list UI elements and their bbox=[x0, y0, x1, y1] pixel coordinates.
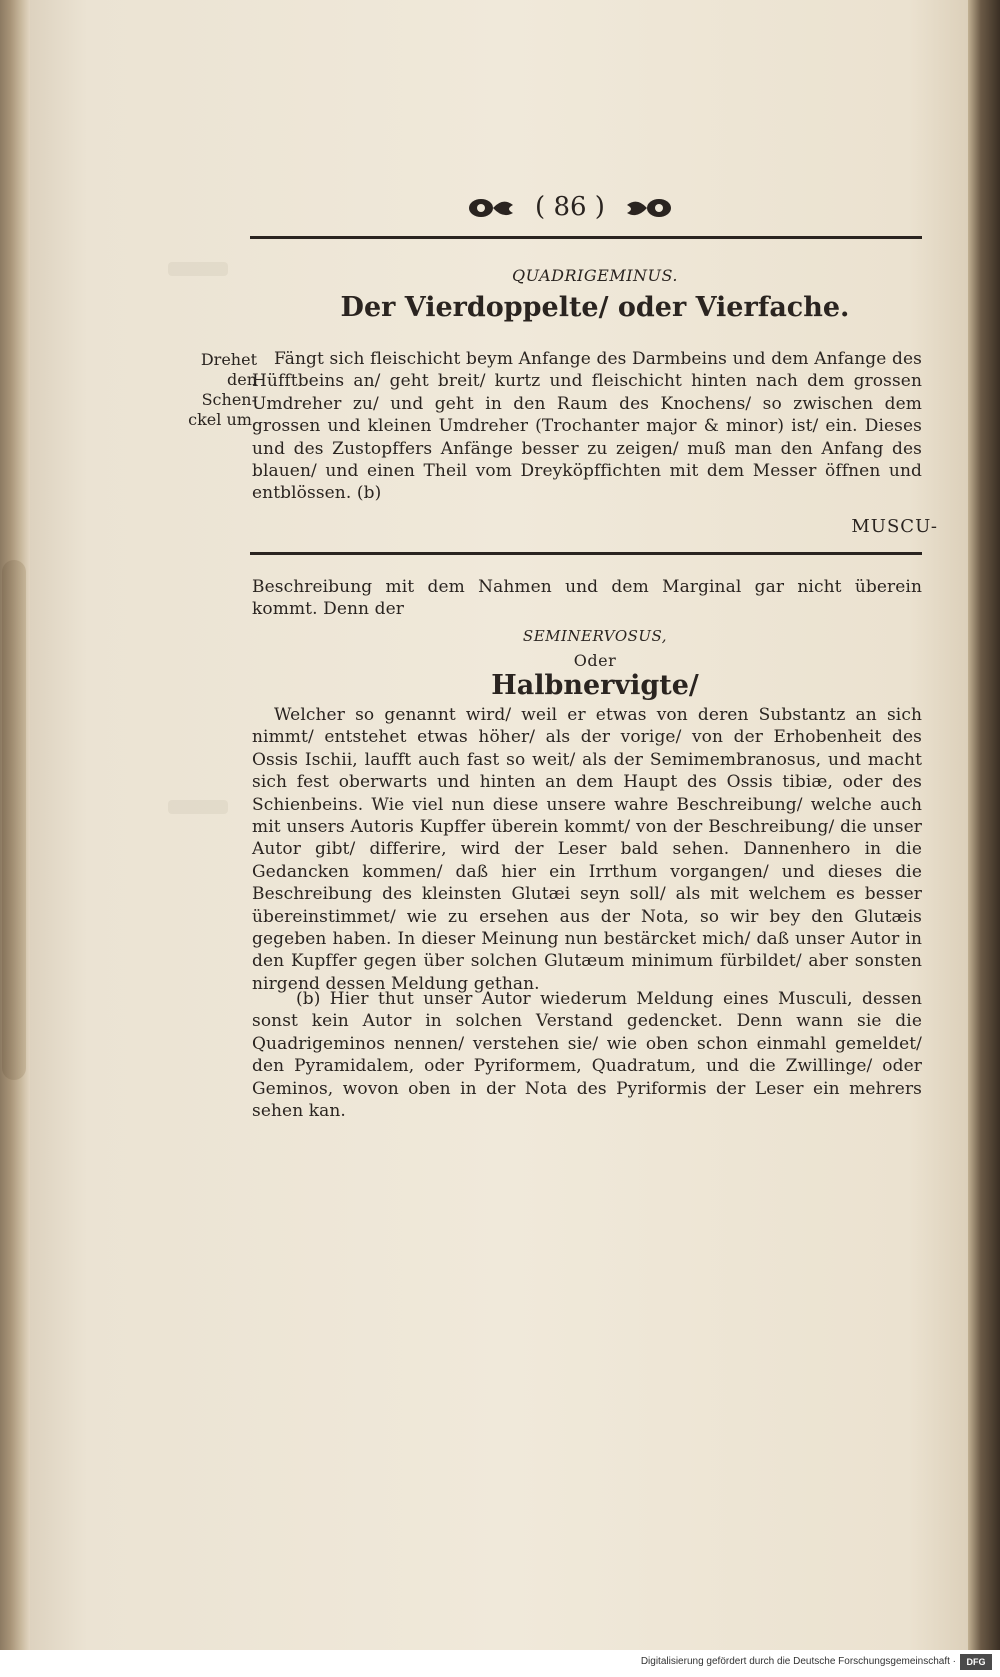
right-ornament-icon bbox=[625, 195, 673, 221]
footnote-b: (b) Hier thut unser Autor wiederum Meldung eines Musculi, dessen sonst kein Autor in solchen Verstand gedencket. Denn wann sie die Quadrigeminos nennen/ verstehen sie/ wie oben schon einmahl gemeldet/ den Pyramidalem, oder Pyriformem, Quadratum, und die Zwillinge/ oder Geminos, wovon oben in der Nota des Pyriformis der Leser ein mehrers sehen kan. bbox=[252, 989, 922, 1122]
upper-paragraph: Fängt sich fleischicht beym Anfange des Darmbeins und dem Anfange des Hüfftbeins an/ geht breit/ kurtz und fleischicht hinten nach dem grossen Umdreher zu/ und geht in den Raum des Knochens/ so zwischen dem grossen und kleinen Umdreher (Trochanter major & minor) ist/ ein. Dieses und des Zustopffers Anfänge besser zu zeigen/ muß man den Anfang des blauen/ und einen Theil vom Dreyköpffichten mit dem Messer öffnen und entblössen. (b) bbox=[252, 349, 922, 504]
section-label-quadrigeminus: QUADRIGEMINUS. bbox=[512, 266, 678, 285]
lower-intro: Beschreibung mit dem Nahmen und dem Marginal gar nicht überein kommt. Denn der bbox=[252, 577, 922, 620]
section-title-halbnervigte: Halbnervigte/ bbox=[491, 670, 699, 701]
left-ornament-icon bbox=[467, 195, 515, 221]
section-or: Oder bbox=[573, 651, 617, 670]
header-rule bbox=[250, 236, 922, 239]
lower-paragraph: Welcher so genannt wird/ weil er etwas von deren Substantz an sich nimmt/ entstehet etwas höher/ als der vorige/ von der Erhobenheit des Ossis Ischii, laufft auch fast so weit/ als der Semimembranosus, und macht sich fest oberwarts und hinten an dem Haupt des Ossis tibiæ, oder des Schienbeins. Wie viel nun diese unsere wahre Beschreibung/ welche auch mit unsers Autoris Kupffer überein kommt/ von der Beschreibung/ die unser Autor gibt/ differire, wird der Leser bald sehen. Dannenhero in die Gedancken kommen/ daß hier ein Irrthum vorgangen/ und dieses die Beschreibung des kleinsten Glutæi seyn soll/ als mit welchem es besser übereinstimmet/ wie zu ersehen aus der Nota, so wir bey den Glutæis gegeben haben. In dieser Meinung nun bestärcket mich/ daß unser Autor in den Kupffer gegen über solchen Glutæum minimum fürbildet/ aber sonsten nirgend dessen Meldung gethan. bbox=[252, 705, 922, 994]
binding-ridge bbox=[2, 560, 26, 1080]
funding-credit: Digitalisierung gefördert durch die Deutsche Forschungsgemeinschaft · bbox=[640, 1656, 956, 1667]
margin-note: Drehet den Schen-ckel um. bbox=[188, 350, 257, 429]
page-header bbox=[200, 182, 940, 232]
left-binding-edge bbox=[0, 0, 30, 1650]
right-page-edge bbox=[968, 0, 1000, 1650]
catchword: MUSCU- bbox=[851, 516, 938, 537]
section-label-seminervosus: SEMINERVOSUS, bbox=[522, 627, 668, 645]
dfg-logo: DFG bbox=[960, 1654, 992, 1670]
footer-bar bbox=[0, 1650, 1000, 1677]
section-title-vierdoppelte: Der Vierdoppelte/ oder Vierfache. bbox=[340, 292, 850, 323]
section-divider-rule bbox=[250, 552, 922, 555]
show-through-mark bbox=[168, 262, 228, 276]
page-number: ( 86 ) bbox=[535, 192, 605, 222]
show-through-mark bbox=[168, 800, 228, 814]
